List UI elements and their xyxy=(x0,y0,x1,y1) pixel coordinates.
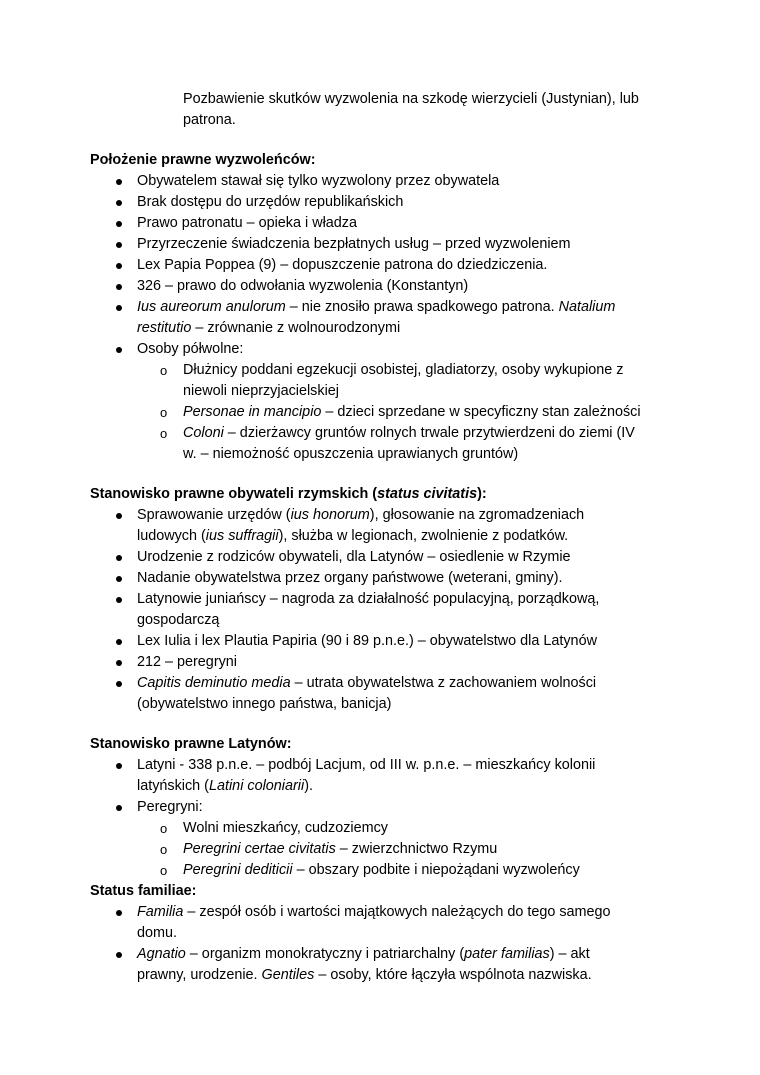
list-item: Lex Iulia i lex Plautia Papiria (90 i 89 p.n.e.) – obywatelstwo dla Latynów xyxy=(137,633,597,649)
section-heading-citizens: Stanowisko prawne obywateli rzymskich (status civitatis): xyxy=(90,486,487,502)
intro-line-1: Pozbawienie skutków wyzwolenia na szkodę wierzycieli (Justynian), lub xyxy=(183,91,639,107)
bullet-icon xyxy=(116,660,122,666)
sub-list-item-continuation: w. – niemożność opuszczenia uprawianych gruntów) xyxy=(183,446,519,462)
sub-list-item: Peregrini dediticii – obszary podbite i niepożądani wyzwoleńcy xyxy=(183,862,580,878)
bullet-icon xyxy=(116,263,122,269)
list-item: Osoby półwolne: xyxy=(137,341,244,357)
list-item: 212 – peregryni xyxy=(137,654,238,670)
list-item: Latynowie juniańscy – nagroda za działalność populacyjną, porządkową, xyxy=(137,591,600,607)
sub-bullet-icon: o xyxy=(160,363,168,378)
sub-list-item-continuation: niewoli nieprzyjacielskiej xyxy=(183,383,339,399)
list-item: Familia – zespół osób i wartości majątkowych należących do tego samego xyxy=(137,904,611,920)
list-item: 326 – prawo do odwołania wyzwolenia (Konstantyn) xyxy=(137,278,469,294)
bullet-icon xyxy=(116,555,122,561)
list-item: Lex Papia Poppea (9) – dopuszczenie patrona do dziedziczenia. xyxy=(137,257,548,273)
bullet-icon xyxy=(116,952,122,958)
bullet-icon xyxy=(116,910,122,916)
bullet-icon xyxy=(116,179,122,185)
list-item: Prawo patronatu – opieka i władza xyxy=(137,215,357,231)
list-item: Capitis deminutio media – utrata obywatelstwa z zachowaniem wolności xyxy=(137,675,597,691)
sub-bullet-icon: o xyxy=(160,426,168,441)
sub-list-item: Wolni mieszkańcy, cudzoziemcy xyxy=(183,820,388,836)
sub-bullet-icon: o xyxy=(160,821,168,836)
list-item: Urodzenie z rodziców obywateli, dla Latynów – osiedlenie w Rzymie xyxy=(137,549,571,565)
list-item: Ius aureorum anulorum – nie znosiło prawa spadkowego patrona. Natalium xyxy=(137,299,616,315)
bullet-icon xyxy=(116,284,122,290)
section-heading-freedmen: Położenie prawne wyzwoleńców: xyxy=(90,152,316,168)
list-item-continuation: domu. xyxy=(137,925,177,941)
list-item: Peregryni: xyxy=(137,799,203,815)
bullet-icon xyxy=(116,221,122,227)
section-heading-familiae: Status familiae: xyxy=(90,883,197,899)
list-item: Obywatelem stawał się tylko wyzwolony przez obywatela xyxy=(137,173,500,189)
list-item-continuation: ludowych (ius suffragii), służba w legionach, zwolnienie z podatków. xyxy=(137,528,569,544)
sub-list-item: Dłużnicy poddani egzekucji osobistej, gladiatorzy, osoby wykupione z xyxy=(183,362,624,378)
bullet-icon xyxy=(116,639,122,645)
list-item-continuation: restitutio – zrównanie z wolnourodzonymi xyxy=(137,320,401,336)
section-heading-latins: Stanowisko prawne Latynów: xyxy=(90,736,292,752)
list-item: Latyni - 338 p.n.e. – podbój Lacjum, od III w. p.n.e. – mieszkańcy kolonii xyxy=(137,757,596,773)
bullet-icon xyxy=(116,576,122,582)
list-item-continuation: gospodarczą xyxy=(137,612,220,628)
list-item-continuation: latyńskich (Latini coloniarii). xyxy=(137,778,313,794)
sub-list-item: Personae in mancipio – dzieci sprzedane w specyficzny stan zależności xyxy=(183,404,641,420)
bullet-icon xyxy=(116,513,122,519)
bullet-icon xyxy=(116,200,122,206)
bullet-icon xyxy=(116,805,122,811)
list-item: Agnatio – organizm monokratyczny i patriarchalny (pater familias) – akt xyxy=(137,946,590,962)
list-item-continuation: prawny, urodzenie. Gentiles – osoby, które łączyła wspólnota nazwiska. xyxy=(137,967,592,983)
sub-bullet-icon: o xyxy=(160,405,168,420)
list-item: Brak dostępu do urzędów republikańskich xyxy=(137,194,404,210)
sub-list-item: Coloni – dzierżawcy gruntów rolnych trwale przytwierdzeni do ziemi (IV xyxy=(183,425,635,441)
bullet-icon xyxy=(116,242,122,248)
bullet-icon xyxy=(116,681,122,687)
bullet-icon xyxy=(116,763,122,769)
bullet-icon xyxy=(116,305,122,311)
list-item-continuation: (obywatelstwo innego państwa, banicja) xyxy=(137,696,392,712)
intro-line-2: patrona. xyxy=(183,112,236,128)
list-item: Nadanie obywatelstwa przez organy państwowe (weterani, gminy). xyxy=(137,570,563,586)
sub-bullet-icon: o xyxy=(160,842,168,857)
bullet-icon xyxy=(116,347,122,353)
sub-bullet-icon: o xyxy=(160,863,168,878)
bullet-icon xyxy=(116,597,122,603)
sub-list-item: Peregrini certae civitatis – zwierzchnictwo Rzymu xyxy=(183,841,498,857)
list-item: Przyrzeczenie świadczenia bezpłatnych usług – przed wyzwoleniem xyxy=(137,236,571,252)
list-item: Sprawowanie urzędów (ius honorum), głosowanie na zgromadzeniach xyxy=(137,507,585,523)
